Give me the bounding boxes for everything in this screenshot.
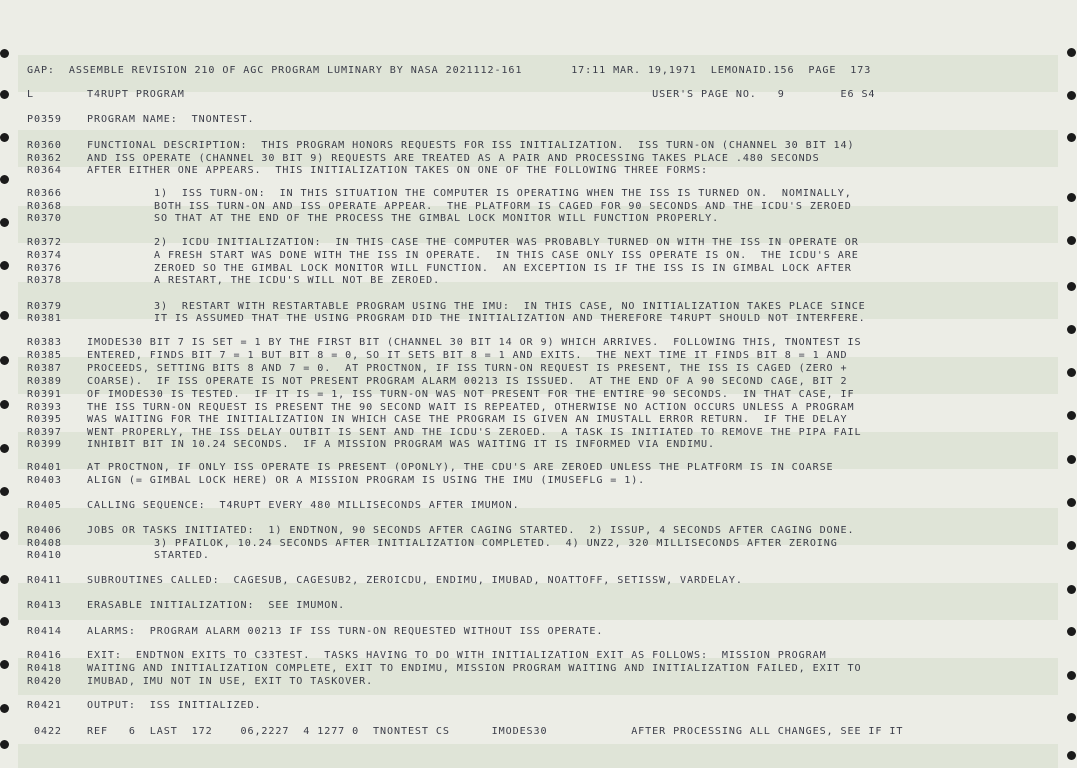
left-feed-holes	[0, 0, 14, 768]
feed-hole	[1067, 133, 1076, 142]
feed-hole	[1067, 541, 1076, 550]
comment-text: THE ISS TURN-ON REQUEST IS PRESENT THE 90 SECOND WAIT IS REPEATED, OTHERWISE NO ACTION OCCURS UNLESS A PROGRAM	[87, 402, 855, 413]
comment-text: ALIGN (= GIMBAL LOCK HERE) OR A MISSION PROGRAM IS USING THE IMU (IMUSEFLG = 1).	[87, 475, 646, 486]
feed-hole	[0, 740, 9, 749]
comment-text: OF IMODES30 IS TESTED. IF IT IS = 1, ISS TURN-ON WAS NOT PRESENT FOR THE ENTIRE 90 SECONDS. IN THAT CASE, IF	[87, 389, 855, 400]
line-number: R0374	[27, 250, 62, 261]
line-number: R0414	[27, 626, 62, 637]
comment-text: IMODES30 BIT 7 IS SET = 1 BY THE FIRST BIT (CHANNEL 30 BIT 14 OR 9) WHICH ARRIVES. FOLLOWING THIS, TNONTEST IS	[87, 337, 862, 348]
line-number: R0416	[27, 650, 62, 661]
line-number: R0364	[27, 165, 62, 176]
comment-text: PROCEEDS, SETTING BITS 8 AND 7 = 0. AT PROCTNON, IF ISS TURN-ON REQUEST IS PRESENT, THE ISS IS CAGED (ZERO +	[87, 363, 848, 374]
right-feed-holes	[1063, 0, 1077, 768]
feed-hole	[0, 575, 9, 584]
comment-text: 3) RESTART WITH RESTARTABLE PROGRAM USING THE IMU: IN THIS CASE, NO INITIALIZATION TAKES PLACE SINCE	[154, 301, 866, 312]
line-number: R0362	[27, 153, 62, 164]
comment-text: JOBS OR TASKS INITIATED: 1) ENDTNON, 90 SECONDS AFTER CAGING STARTED. 2) ISSUP, 4 SECONDS AFTER CAGING DONE.	[87, 525, 855, 536]
line-number: R0376	[27, 263, 62, 274]
feed-hole	[1067, 368, 1076, 377]
comment-text: AT PROCTNON, IF ONLY ISS OPERATE IS PRESENT (OPONLY), THE CDU'S ARE ZEROED UNLESS THE PLATFORM IS IN COARSE	[87, 462, 834, 473]
feed-hole	[1067, 455, 1076, 464]
comment-text: COARSE). IF ISS OPERATE IS NOT PRESENT PROGRAM ALARM 00213 IS ISSUED. AT THE END OF A 90 SECOND CAGE, BIT 2	[87, 376, 848, 387]
line-number: R0406	[27, 525, 62, 536]
comment-text: WAS WAITING FOR THE INITIALIZATION IN WHICH CASE THE PROGRAM IS GIVEN AN IMUSTALL ERROR RETURN. IF THE DELAY	[87, 414, 848, 425]
feed-hole	[0, 660, 9, 669]
comment-text: IMUBAD, IMU NOT IN USE, EXIT TO TASKOVER.	[87, 676, 374, 687]
line-number: R0366	[27, 188, 62, 199]
comment-text: AFTER EITHER ONE APPEARS. THIS INITIALIZATION TAKES ON ONE OF THE FOLLOWING THREE FORMS:	[87, 165, 708, 176]
footer-line-number: 0422	[34, 726, 62, 737]
line-number: R0383	[27, 337, 62, 348]
feed-hole	[1067, 236, 1076, 245]
feed-hole	[1067, 498, 1076, 507]
feed-hole	[0, 261, 9, 270]
comment-text: CALLING SEQUENCE: T4RUPT EVERY 480 MILLISECONDS AFTER IMUMON.	[87, 500, 520, 511]
feed-hole	[1067, 751, 1076, 760]
line-number: R0413	[27, 600, 62, 611]
line-number: R0408	[27, 538, 62, 549]
header-sub-label: L	[27, 89, 34, 100]
feed-hole	[1067, 627, 1076, 636]
feed-hole	[1067, 193, 1076, 202]
comment-text: INHIBIT BIT IN 10.24 SECONDS. IF A MISSION PROGRAM WAS WAITING IT IS INFORMED VIA ENDIMU.	[87, 439, 715, 450]
line-number: R0401	[27, 462, 62, 473]
comment-text: AND ISS OPERATE (CHANNEL 30 BIT 9) REQUESTS ARE TREATED AS A PAIR AND PROCESSING TAKES PLACE .480 SECONDS	[87, 153, 820, 164]
line-number: R0399	[27, 439, 62, 450]
line-number: R0395	[27, 414, 62, 425]
line-number: R0370	[27, 213, 62, 224]
feed-hole	[0, 356, 9, 365]
comment-text: FUNCTIONAL DESCRIPTION: THIS PROGRAM HONORS REQUESTS FOR ISS INITIALIZATION. ISS TURN-ON (CHANNEL 30 BIT 14)	[87, 140, 855, 151]
feed-hole	[0, 704, 9, 713]
feed-hole	[0, 444, 9, 453]
line-number: R0405	[27, 500, 62, 511]
comment-text: SO THAT AT THE END OF THE PROCESS THE GIMBAL LOCK MONITOR WILL FUNCTION PROPERLY.	[154, 213, 720, 224]
feed-hole	[0, 90, 9, 99]
line-number: R0389	[27, 376, 62, 387]
comment-text: SUBROUTINES CALLED: CAGESUB, CAGESUB2, ZEROICDU, ENDIMU, IMUBAD, NOATTOFF, SETISSW, VARDELAY.	[87, 575, 743, 586]
comment-text: STARTED.	[154, 550, 210, 561]
feed-hole	[0, 531, 9, 540]
feed-hole	[1067, 411, 1076, 420]
comment-text: A RESTART, THE ICDU'S WILL NOT BE ZEROED.	[154, 275, 441, 286]
comment-text: PROGRAM NAME: TNONTEST.	[87, 114, 255, 125]
comment-text: WAITING AND INITIALIZATION COMPLETE, EXIT TO ENDIMU, MISSION PROGRAM WAITING AND INITIALIZATION FAILED, EXIT TO	[87, 663, 862, 674]
comment-text: EXIT: ENDTNON EXITS TO C33TEST. TASKS HAVING TO DO WITH INITIALIZATION EXIT AS FOLLOWS: MISSION PROGRAM	[87, 650, 827, 661]
line-number: R0368	[27, 201, 62, 212]
line-number: P0359	[27, 114, 62, 125]
line-number: R0403	[27, 475, 62, 486]
comment-text: 1) ISS TURN-ON: IN THIS SITUATION THE COMPUTER IS OPERATING WHEN THE ISS IS TURNED ON. NOMINALLY,	[154, 188, 852, 199]
feed-hole	[0, 133, 9, 142]
printout-sheet	[18, 55, 1058, 768]
feed-hole	[0, 311, 9, 320]
line-number: R0372	[27, 237, 62, 248]
line-number: R0411	[27, 575, 62, 586]
header-title-line: GAP: ASSEMBLE REVISION 210 OF AGC PROGRAM LUMINARY BY NASA 2021112-161 17:11 MAR. 19,1971 LEMONAID.156 PAGE 173	[27, 65, 872, 76]
line-number: R0391	[27, 389, 62, 400]
comment-text: WENT PROPERLY, THE ISS DELAY OUTBIT IS SENT AND THE ICDU'S ZEROED. A TASK IS INITIATED TO REMOVE THE PIPA FAIL	[87, 427, 862, 438]
line-number: R0387	[27, 363, 62, 374]
comment-text: BOTH ISS TURN-ON AND ISS OPERATE APPEAR. THE PLATFORM IS CAGED FOR 90 SECONDS AND THE ICDU'S ZEROED	[154, 201, 852, 212]
comment-text: OUTPUT: ISS INITIALIZED.	[87, 700, 262, 711]
comment-text: ENTERED, FINDS BIT 7 = 1 BUT BIT 8 = 0, SO IT SETS BIT 8 = 1 AND EXITS. THE NEXT TIME IT FINDS BIT 8 = 1 AND	[87, 350, 848, 361]
feed-hole	[0, 218, 9, 227]
comment-text: ZEROED SO THE GIMBAL LOCK MONITOR WILL FUNCTION. AN EXCEPTION IS IF THE ISS IS IN GIMBAL LOCK AFTER	[154, 263, 852, 274]
feed-hole	[1067, 282, 1076, 291]
line-number: R0360	[27, 140, 62, 151]
feed-hole	[0, 617, 9, 626]
feed-hole	[0, 175, 9, 184]
comment-text: 2) ICDU INITIALIZATION: IN THIS CASE THE COMPUTER WAS PROBABLY TURNED ON WITH THE ISS IN OPERATE OR	[154, 237, 859, 248]
feed-hole	[1067, 585, 1076, 594]
line-number: R0393	[27, 402, 62, 413]
line-number: R0381	[27, 313, 62, 324]
line-number: R0410	[27, 550, 62, 561]
comment-text: IT IS ASSUMED THAT THE USING PROGRAM DID THE INITIALIZATION AND THEREFORE T4RUPT SHOULD NOT INTERFERE.	[154, 313, 866, 324]
greenbar-band	[18, 744, 1058, 768]
line-number: R0420	[27, 676, 62, 687]
comment-text: 3) PFAILOK, 10.24 SECONDS AFTER INITIALIZATION COMPLETED. 4) UNZ2, 320 MILLISECONDS AFTER ZEROING	[154, 538, 838, 549]
feed-hole	[0, 400, 9, 409]
feed-hole	[1067, 91, 1076, 100]
comment-text: ERASABLE INITIALIZATION: SEE IMUMON.	[87, 600, 346, 611]
header-sub-text: T4RUPT PROGRAM USER'S PAGE NO. 9 E6 S4	[87, 89, 876, 100]
feed-hole	[0, 487, 9, 496]
line-number: R0397	[27, 427, 62, 438]
line-number: R0418	[27, 663, 62, 674]
line-number: R0385	[27, 350, 62, 361]
line-number: R0378	[27, 275, 62, 286]
feed-hole	[1067, 713, 1076, 722]
feed-hole	[1067, 671, 1076, 680]
feed-hole	[1067, 325, 1076, 334]
feed-hole	[1067, 48, 1076, 57]
footer-code-text: REF 6 LAST 172 06,2227 4 1277 0 TNONTEST CS IMODES30 AFTER PROCESSING ALL CHANGES, SEE IF IT	[87, 726, 904, 737]
comment-text: ALARMS: PROGRAM ALARM 00213 IF ISS TURN-ON REQUESTED WITHOUT ISS OPERATE.	[87, 626, 604, 637]
line-number: R0379	[27, 301, 62, 312]
comment-text: A FRESH START WAS DONE WITH THE ISS IN OPERATE. IN THIS CASE ONLY ISS OPERATE IS ON. THE ICDU'S ARE	[154, 250, 859, 261]
line-number: R0421	[27, 700, 62, 711]
feed-hole	[0, 49, 9, 58]
